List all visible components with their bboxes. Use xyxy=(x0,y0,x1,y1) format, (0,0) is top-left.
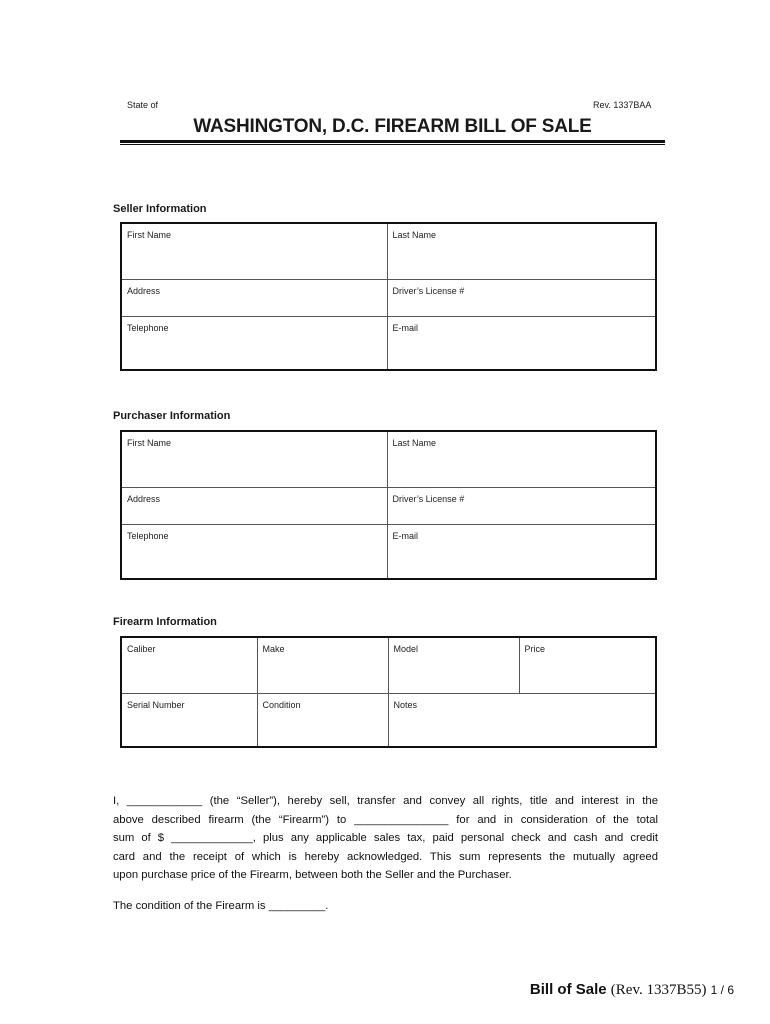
firearm-caliber-field[interactable]: Caliber xyxy=(121,637,257,693)
purchaser-first-name-field[interactable]: First Name xyxy=(121,431,387,487)
page-footer xyxy=(530,981,734,999)
footer-revision: (Rev. 1337B55) xyxy=(610,982,707,998)
purchaser-license-field[interactable]: Driver’s License # xyxy=(387,487,656,524)
firearm-price-field[interactable]: Price xyxy=(519,637,656,693)
seller-license-field[interactable]: Driver’s License # xyxy=(387,279,656,316)
firearm-table xyxy=(120,636,657,748)
seller-telephone-field[interactable]: Telephone xyxy=(121,316,387,370)
purchaser-address-field[interactable]: Address xyxy=(121,487,387,524)
revision-label: Rev. 1337BAA xyxy=(593,100,652,110)
seller-heading: Seller Information xyxy=(113,203,207,215)
condition-statement: The condition of the Firearm is _________. xyxy=(113,900,329,912)
firearm-model-field[interactable]: Model xyxy=(388,637,519,693)
state-label: State of xyxy=(127,100,159,110)
purchaser-telephone-field[interactable]: Telephone xyxy=(121,524,387,579)
firearm-serial-field[interactable]: Serial Number xyxy=(121,693,257,747)
purchaser-last-name-field[interactable]: Last Name xyxy=(387,431,656,487)
sale-statement-line: card and the receipt of which is hereby acknowledged. This sum represents the mutually agreed xyxy=(113,850,658,863)
sale-statement xyxy=(113,792,658,885)
purchaser-email-field[interactable]: E-mail xyxy=(387,524,656,579)
sale-statement-line: I, ____________ (the “Seller”), hereby sell, transfer and convey all rights, title and interest in the xyxy=(113,795,658,807)
seller-first-name-field[interactable]: First Name xyxy=(121,223,387,279)
firearm-notes-field[interactable]: Notes xyxy=(388,693,656,747)
seller-table xyxy=(120,222,657,371)
sale-statement-line: above described firearm (the “Firearm”) to _______________ for and in consideration of the total xyxy=(113,813,658,826)
seller-address-field[interactable]: Address xyxy=(121,279,387,316)
firearm-make-field[interactable]: Make xyxy=(257,637,388,693)
document-title: WASHINGTON, D.C. FIREARM BILL OF SALE xyxy=(193,116,592,137)
firearm-heading: Firearm Information xyxy=(113,616,217,628)
footer-label: Bill of Sale xyxy=(529,981,607,998)
firearm-condition-field[interactable]: Condition xyxy=(257,693,388,747)
seller-last-name-field[interactable]: Last Name xyxy=(387,223,656,279)
title-rule xyxy=(120,140,665,145)
page-number: 1 / 6 xyxy=(710,983,734,997)
purchaser-heading: Purchaser Information xyxy=(113,410,231,422)
sale-statement-line: sum of $ _____________, plus any applicable sales tax, paid personal check and cash and credit xyxy=(113,832,658,845)
sale-statement-line: upon purchase price of the Firearm, between both the Seller and the Purchaser. xyxy=(113,869,512,882)
purchaser-table xyxy=(120,430,657,580)
seller-email-field[interactable]: E-mail xyxy=(387,316,656,370)
